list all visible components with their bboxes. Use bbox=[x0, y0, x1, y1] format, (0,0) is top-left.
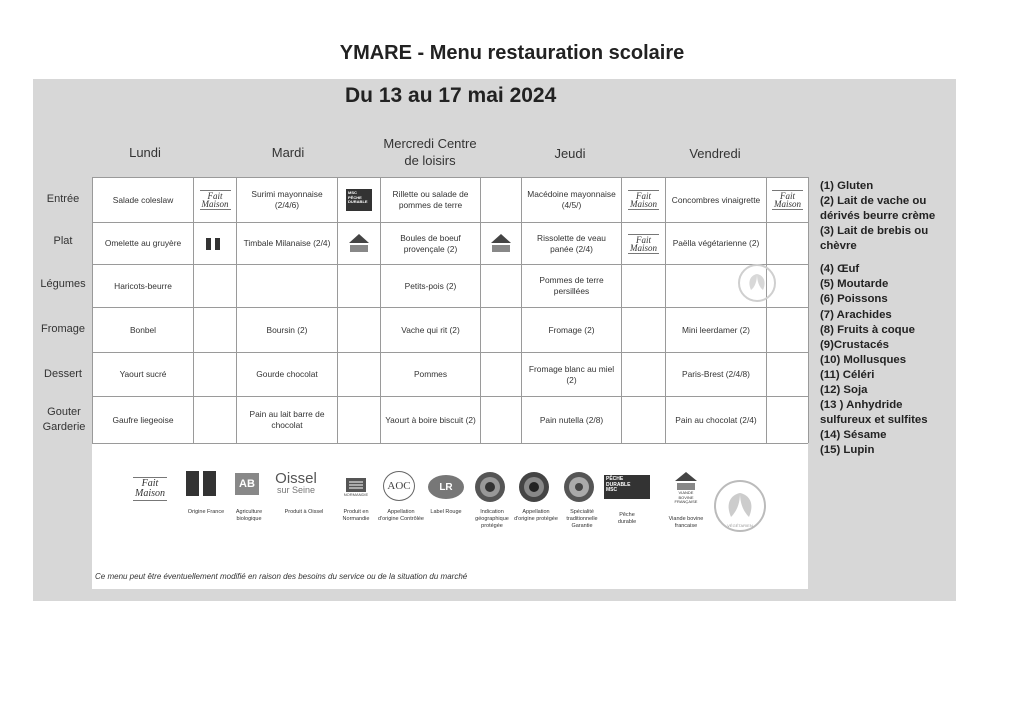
aop-logo bbox=[516, 470, 552, 504]
allergen-line: (7) Arachides bbox=[820, 309, 892, 321]
normandie-logo: NORMANDIE bbox=[338, 472, 374, 502]
menu-cell-gouter-monday: Gaufre liegeoise bbox=[112, 414, 174, 425]
caption-label-rouge: Label Rouge bbox=[430, 509, 462, 515]
row-label-fromage: Fromage bbox=[40, 323, 86, 335]
row-label-legumes: Légumes bbox=[40, 278, 86, 290]
menu-cell-plat-wednesday: Boules de boeuf provençale (2) bbox=[400, 232, 461, 254]
menu-cell-legumes-thursday: Pommes de terre persillées bbox=[539, 275, 604, 296]
day-wednesday: Mercredi Centre de loisirs bbox=[383, 136, 477, 168]
menu-cell-dessert-tuesday: Gourde chocolat bbox=[256, 369, 318, 379]
viande-bovine-logo: VIANDE BOVINE FRANÇAISE bbox=[668, 470, 704, 506]
menu-cell-dessert-thursday: Fromage blanc au miel (2) bbox=[528, 363, 615, 385]
menu-cell-dessert-monday: Yaourt sucré bbox=[119, 369, 167, 379]
allergen-line: (8) Fruits à coque bbox=[820, 324, 915, 336]
grid-line bbox=[480, 177, 481, 443]
menu-disclaimer: Ce menu peut être éventuellement modifié en raison des besoins du service ou de la situation du marché bbox=[95, 572, 468, 581]
menu-cell-plat-monday: Omelette au gruyère bbox=[104, 238, 182, 248]
menu-cell-entree-thursday: Macédoine mayonnaise (4/5/) bbox=[527, 189, 616, 210]
vegetarien-icon bbox=[736, 262, 778, 304]
menu-cell-legumes-tuesday bbox=[237, 265, 337, 307]
aoc-logo: AOC bbox=[381, 470, 417, 502]
allergen-line: (5) Moutarde bbox=[820, 278, 889, 290]
menu-cell-gouter-tuesday: Pain au lait barre de chocolat bbox=[249, 409, 325, 430]
caption-produit-oissel: Produit à Oissel bbox=[284, 509, 324, 515]
menu-cell-entree-monday: Salade coleslaw bbox=[112, 194, 174, 205]
fait-maison-icon: Fait Maison bbox=[201, 191, 229, 209]
allergen-line: (13 ) Anhydride bbox=[820, 399, 903, 411]
allergen-line: (6) Poissons bbox=[820, 293, 888, 305]
menu-cell-dessert-friday: Paris-Brest (2/4/8) bbox=[682, 369, 750, 379]
menu-cell-plat-thursday: Rissolette de veau panée (2/4) bbox=[537, 232, 606, 254]
grid-line bbox=[92, 443, 808, 444]
menu-cell-gouter-friday: Pain au chocolat (2/4) bbox=[675, 414, 757, 425]
allergen-line: (10) Mollusques bbox=[820, 354, 907, 366]
msc-icon: MSC PÊCHE DURABLE bbox=[338, 178, 380, 222]
fait-maison-icon: Fait Maison bbox=[630, 191, 657, 209]
caption-viande-bovine: Viande bovine francaise bbox=[668, 516, 704, 529]
fait-maison-logo: Fait Maison bbox=[135, 478, 165, 499]
menu-cell-fromage-thursday: Fromage (2) bbox=[548, 324, 595, 335]
menu-cell-dessert-wednesday: Pommes bbox=[413, 369, 448, 379]
allergen-line: (11) Céléri bbox=[820, 369, 875, 381]
caption-peche-durable: Pêche durable bbox=[617, 512, 637, 525]
day-tuesday: Mardi bbox=[271, 145, 305, 160]
allergen-line: sulfureux et sulfites bbox=[820, 414, 928, 426]
menu-cell-gouter-wednesday: Yaourt à boire biscuit (2) bbox=[385, 414, 476, 425]
caption-aop: Appellation d'origine protégée bbox=[514, 509, 558, 522]
row-label-dessert: Dessert bbox=[44, 368, 82, 380]
menu-cell-fromage-friday: Mini leerdamer (2) bbox=[682, 324, 750, 335]
grid-line bbox=[808, 177, 809, 443]
menu-cell-entree-tuesday: Surimi mayonnaise (2/4/6) bbox=[251, 189, 323, 210]
allergen-line: (12) Soja bbox=[820, 384, 868, 396]
msc-logo: PÊCHE DURABLE MSC bbox=[603, 474, 651, 500]
allergen-line: (15) Lupin bbox=[820, 444, 875, 456]
caption-stg: Spécialité traditionnelle Garantie bbox=[566, 509, 598, 529]
menu-cell-entree-wednesday: Rillette ou salade de pommes de terre bbox=[392, 189, 469, 210]
allergen-line: dérivés beurre crème bbox=[820, 210, 936, 222]
menu-cell-plat-tuesday: Timbale Milanaise (2/4) bbox=[243, 238, 331, 248]
menu-cell-legumes-monday: Haricots-beurre bbox=[114, 280, 172, 291]
page-title: YMARE - Menu restauration scolaire bbox=[339, 42, 685, 64]
fait-maison-icon: Fait Maison bbox=[630, 234, 657, 253]
viande-bovine-francaise-icon bbox=[338, 223, 380, 264]
allergen-line: (9)Crustacés bbox=[820, 339, 890, 351]
vegetarien-logo: VÉGÉTARIEN bbox=[712, 478, 768, 534]
menu-cell-plat-friday: Paëlla végétarienne (2) bbox=[672, 238, 760, 248]
caption-origine-france: Origine France bbox=[187, 509, 225, 515]
agriculture-bio-logo: AB bbox=[233, 472, 261, 496]
caption-agriculture-bio: Agriculture biologique bbox=[235, 509, 263, 522]
row-label-plat: Plat bbox=[53, 235, 73, 247]
allergen-line: (14) Sésame bbox=[820, 429, 887, 441]
allergen-line: (4) Œuf bbox=[820, 263, 860, 275]
stg-logo bbox=[561, 470, 597, 504]
igp-logo bbox=[472, 470, 508, 504]
row-label-gouter: Gouter Garderie bbox=[42, 406, 86, 433]
fait-maison-icon: Fait Maison bbox=[774, 191, 801, 209]
menu-cell-gouter-thursday: Pain nutella (2/8) bbox=[539, 414, 604, 425]
allergen-line: (2) Lait de vache ou bbox=[820, 195, 927, 207]
caption-aoc: Appellation d'origine Contrôlée bbox=[378, 509, 424, 522]
row-label-entree: Entrée bbox=[46, 193, 80, 205]
day-friday: Vendredi bbox=[689, 146, 741, 161]
viande-bovine-francaise-icon bbox=[481, 223, 521, 264]
menu-date-range: Du 13 au 17 mai 2024 bbox=[345, 84, 557, 107]
allergen-line: (1) Gluten bbox=[820, 180, 874, 192]
day-thursday: Jeudi bbox=[554, 146, 586, 161]
menu-cell-fromage-wednesday: Vache qui rit (2) bbox=[401, 324, 460, 335]
menu-cell-fromage-monday: Bonbel bbox=[129, 324, 157, 335]
label-rouge-logo: LR bbox=[426, 472, 466, 502]
origine-france-logo bbox=[178, 468, 228, 498]
allergen-line: (3) Lait de brebis ou bbox=[820, 225, 929, 237]
caption-igp: Indication géographique protégée bbox=[475, 509, 509, 529]
caption-produit-normandie: Produit en Normandie bbox=[342, 509, 370, 522]
day-monday: Lundi bbox=[129, 145, 161, 160]
origine-france-flag-icon bbox=[194, 223, 236, 264]
menu-cell-legumes-wednesday: Petits-pois (2) bbox=[404, 280, 457, 291]
allergen-line: chèvre bbox=[820, 240, 857, 252]
oissel-logo: Oissel sur Seine bbox=[275, 469, 317, 495]
menu-cell-entree-friday: Concombres vinaigrette bbox=[671, 194, 761, 205]
menu-cell-fromage-tuesday: Boursin (2) bbox=[266, 324, 308, 335]
